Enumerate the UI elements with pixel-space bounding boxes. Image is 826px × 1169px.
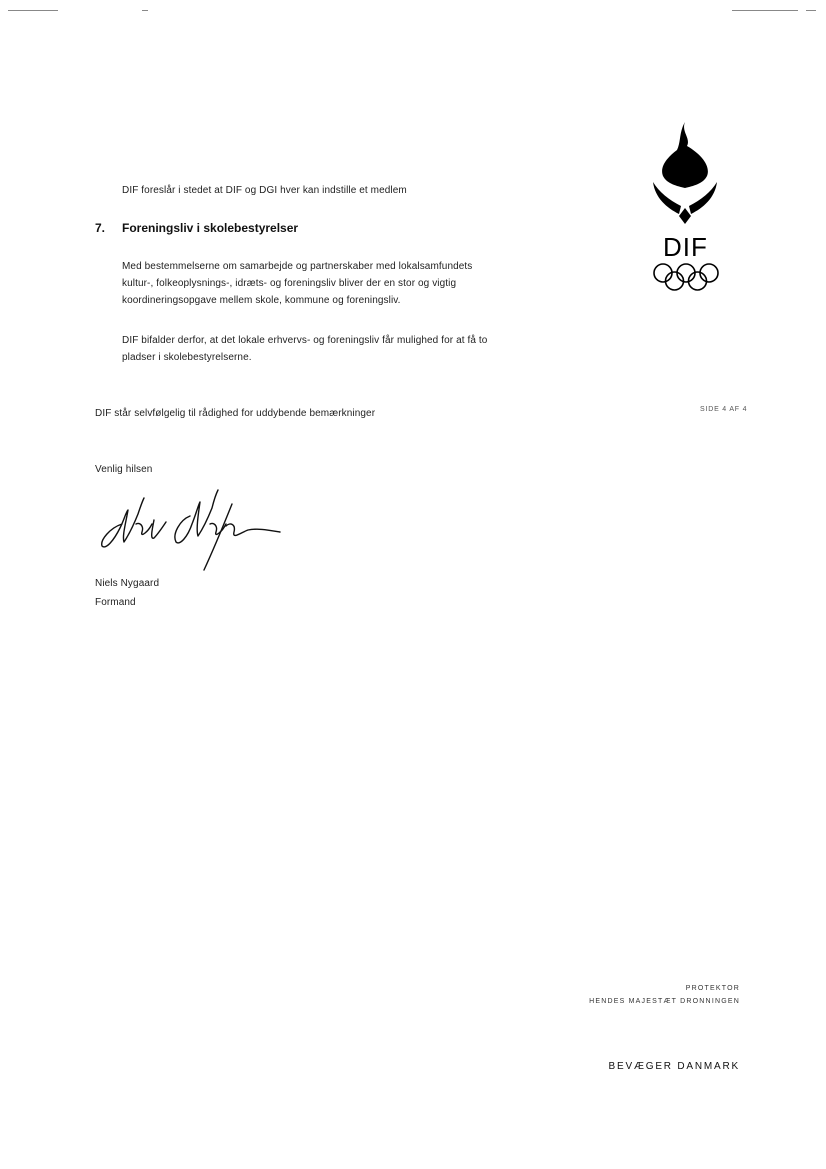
closing-remark: DIF står selvfølgelig til rådighed for uddybende bemærkninger: [95, 408, 376, 419]
scan-mark-left-small: [142, 10, 148, 11]
flame-icon: [645, 120, 725, 228]
signer-title: Formand: [95, 597, 136, 608]
scan-mark-right-small: [806, 10, 816, 11]
footer-slogan: BEVÆGER DANMARK: [608, 1061, 740, 1072]
section-number: 7.: [95, 221, 106, 235]
protector-name: HENDES MAJESTÆT DRONNINGEN: [589, 998, 740, 1005]
logo-text: DIF: [663, 232, 708, 262]
scan-mark-right: [732, 10, 798, 11]
section-paragraph-1: [122, 258, 582, 309]
paragraph-line: DIF bifalder derfor, at det lokale erhvervs- og foreningsliv får mulighed for at få to: [122, 335, 488, 346]
paragraph-line: koordineringsopgave mellem skole, kommune og foreningsliv.: [122, 295, 401, 306]
protector-label: PROTEKTOR: [685, 985, 740, 992]
olympic-rings-icon: [651, 262, 721, 292]
signature: [92, 484, 292, 574]
dif-logo: [645, 120, 725, 300]
paragraph-line: kultur-, folkeoplysnings-, idræts- og foreningsliv bliver der en stor og vigtig: [122, 278, 457, 289]
intro-paragraph: DIF foreslår i stedet at DIF og DGI hver kan indstille et medlem: [122, 185, 407, 196]
paragraph-line: pladser i skolebestyrelserne.: [122, 352, 252, 363]
section-paragraph-2: [122, 332, 582, 366]
signer-name: Niels Nygaard: [95, 578, 160, 589]
scan-mark-left: [8, 10, 58, 11]
greeting: Venlig hilsen: [95, 464, 153, 475]
page-indicator: SIDE 4 AF 4: [700, 406, 748, 413]
paragraph-line: Med bestemmelserne om samarbejde og partnerskaber med lokalsamfundets: [122, 261, 473, 272]
section-title: Foreningsliv i skolebestyrelser: [122, 221, 299, 235]
